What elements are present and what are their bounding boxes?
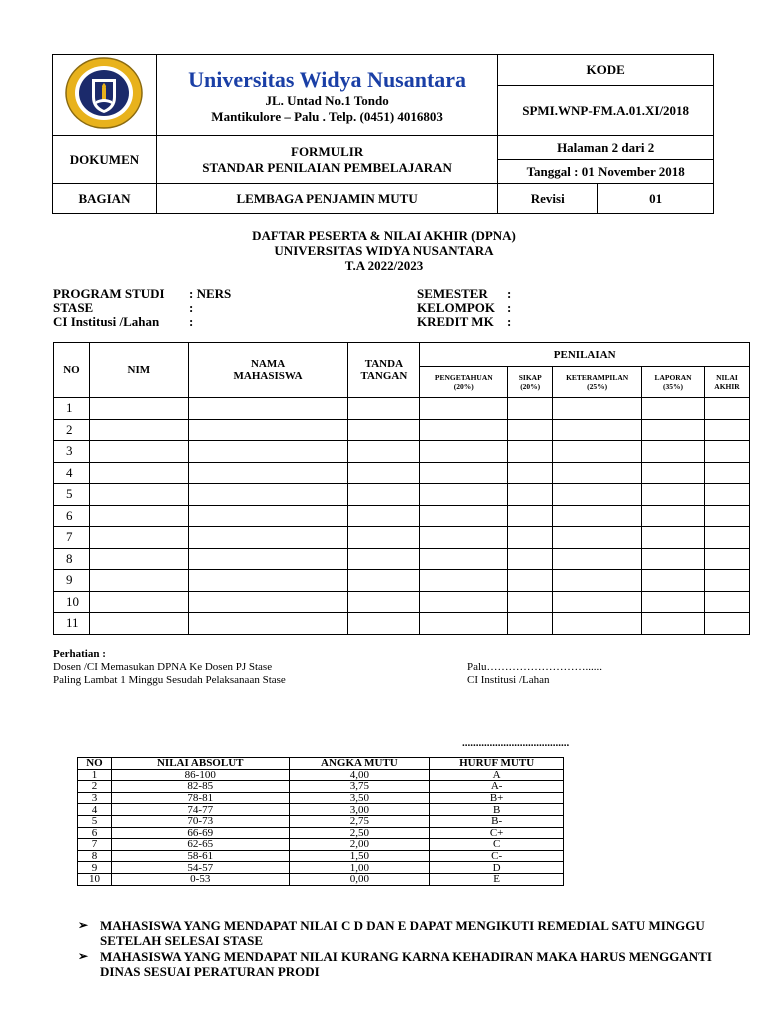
empty-cell: [704, 441, 749, 463]
grade-cell: 2,75: [289, 815, 430, 827]
kelompok-label: KELOMPOK: [417, 300, 495, 315]
empty-cell: [348, 527, 420, 549]
col-nim: NIM: [89, 343, 188, 398]
program-studi-label: PROGRAM STUDI: [53, 286, 165, 301]
col-nilai-line1: NILAI: [716, 373, 738, 382]
grade-cell: 2,50: [289, 827, 430, 839]
revisi-value: 01: [598, 184, 714, 214]
grade-row: [78, 804, 564, 816]
document-title: [0, 228, 768, 273]
empty-cell: [89, 570, 188, 592]
empty-cell: [704, 505, 749, 527]
empty-cell: [642, 484, 705, 506]
empty-cell: [89, 484, 188, 506]
empty-cell: [188, 441, 348, 463]
halaman-cell: Halaman 2 dari 2: [498, 136, 714, 160]
col-ttd-line2: TANGAN: [360, 370, 408, 382]
grade-cell: 1,50: [289, 850, 430, 862]
grade-table-body: [78, 758, 564, 886]
empty-cell: [704, 398, 749, 420]
empty-cell: [508, 527, 553, 549]
empty-cell: [188, 570, 348, 592]
table-row: [54, 548, 750, 570]
empty-cell: [553, 548, 642, 570]
row-number: 5: [54, 484, 90, 506]
empty-cell: [420, 484, 508, 506]
grade-header-cell: HURUF MUTU: [430, 758, 564, 770]
empty-cell: [704, 591, 749, 613]
university-address-line1: JL. Untad No.1 Tondo: [265, 93, 389, 108]
grade-cell: 3,50: [289, 792, 430, 804]
grade-row: [78, 850, 564, 862]
col-laporan-line1: LAPORAN: [654, 373, 692, 382]
row-number: 4: [54, 462, 90, 484]
grade-cell: 4: [78, 804, 112, 816]
program-studi-value: : NERS: [189, 286, 232, 301]
empty-cell: [188, 419, 348, 441]
grade-cell: 0,00: [289, 873, 430, 885]
grade-cell: 54-57: [111, 862, 289, 874]
empty-cell: [89, 441, 188, 463]
row-number: 9: [54, 570, 90, 592]
kredit-mk-value: :: [507, 314, 512, 329]
empty-cell: [420, 548, 508, 570]
empty-cell: [188, 527, 348, 549]
row-number: 7: [54, 527, 90, 549]
signature-block: [467, 661, 602, 687]
arrow-bullet-icon: ➢: [78, 949, 89, 963]
empty-cell: [89, 591, 188, 613]
empty-cell: [188, 462, 348, 484]
grade-cell: 3,00: [289, 804, 430, 816]
grade-cell: 1,00: [289, 862, 430, 874]
empty-cell: [89, 398, 188, 420]
empty-cell: [89, 419, 188, 441]
formulir-line2: STANDAR PENILAIAN PEMBELAJARAN: [202, 159, 452, 175]
empty-cell: [704, 419, 749, 441]
kelompok-value: :: [507, 300, 512, 315]
grade-cell: 1: [78, 769, 112, 781]
empty-cell: [420, 505, 508, 527]
row-number: 11: [54, 613, 90, 635]
empty-cell: [704, 613, 749, 635]
empty-cell: [348, 613, 420, 635]
col-keterampilan-line2: (25%): [587, 382, 608, 391]
empty-cell: [553, 570, 642, 592]
empty-cell: [553, 591, 642, 613]
semester-label: SEMESTER: [417, 286, 488, 301]
empty-cell: [642, 505, 705, 527]
grade-row: [78, 862, 564, 874]
grade-cell: 10: [78, 873, 112, 885]
empty-cell: [188, 484, 348, 506]
col-keterampilan-line1: KETERAMPILAN: [566, 373, 629, 382]
grade-cell: 2,00: [289, 839, 430, 851]
table-row: [54, 613, 750, 635]
empty-cell: [642, 441, 705, 463]
empty-cell: [553, 462, 642, 484]
empty-cell: [642, 591, 705, 613]
empty-cell: [553, 441, 642, 463]
grade-cell: 0-53: [111, 873, 289, 885]
empty-cell: [553, 527, 642, 549]
empty-cell: [420, 527, 508, 549]
empty-cell: [89, 613, 188, 635]
grade-table: [77, 757, 564, 886]
grade-cell: 3,75: [289, 781, 430, 793]
title-line3: T.A 2022/2023: [344, 258, 424, 273]
grade-cell: 66-69: [111, 827, 289, 839]
grade-header-cell: NO: [78, 758, 112, 770]
info-left-labels: [53, 287, 189, 329]
bullet-2: [78, 949, 718, 979]
info-right-labels: [417, 287, 507, 329]
row-number: 8: [54, 548, 90, 570]
empty-cell: [642, 462, 705, 484]
empty-cell: [508, 441, 553, 463]
table-row: [54, 462, 750, 484]
col-nama-line1: NAMA: [250, 358, 286, 370]
col-sikap-line1: SIKAP: [518, 373, 542, 382]
grade-row: [78, 769, 564, 781]
grade-cell: 70-73: [111, 815, 289, 827]
col-nilai-line2: AKHIR: [714, 382, 740, 391]
col-laporan: [642, 367, 705, 398]
empty-cell: [508, 462, 553, 484]
empty-cell: [704, 462, 749, 484]
tanggal-cell: Tanggal : 01 November 2018: [498, 160, 714, 184]
bagian-label: BAGIAN: [53, 184, 157, 214]
grade-cell: C+: [430, 827, 564, 839]
table-row: [54, 441, 750, 463]
grade-header-row: [78, 758, 564, 770]
table-row: [54, 591, 750, 613]
empty-cell: [508, 484, 553, 506]
empty-cell: [188, 398, 348, 420]
empty-cell: [642, 398, 705, 420]
empty-cell: [642, 613, 705, 635]
empty-cell: [348, 441, 420, 463]
grade-cell: D: [430, 862, 564, 874]
grade-cell: B: [430, 804, 564, 816]
grade-cell: 3: [78, 792, 112, 804]
empty-cell: [348, 462, 420, 484]
empty-cell: [348, 548, 420, 570]
title-line2: UNIVERSITAS WIDYA NUSANTARA: [274, 243, 494, 258]
empty-cell: [508, 613, 553, 635]
ci-institusi-value: :: [189, 314, 194, 329]
empty-cell: [642, 570, 705, 592]
empty-cell: [348, 591, 420, 613]
col-no: NO: [54, 343, 90, 398]
empty-cell: [508, 548, 553, 570]
kredit-mk-label: KREDIT MK: [417, 314, 494, 329]
table-row: [54, 527, 750, 549]
info-right-values: [507, 287, 511, 329]
empty-cell: [642, 527, 705, 549]
empty-cell: [420, 441, 508, 463]
grade-cell: 2: [78, 781, 112, 793]
empty-cell: [704, 570, 749, 592]
empty-cell: [508, 570, 553, 592]
col-sikap: [508, 367, 553, 398]
grade-row: [78, 873, 564, 885]
logo-cell: [53, 55, 157, 136]
grade-cell: 8: [78, 850, 112, 862]
grade-cell: 4,00: [289, 769, 430, 781]
empty-cell: [553, 484, 642, 506]
col-pengetahuan-line2: (20%): [453, 382, 474, 391]
empty-cell: [553, 419, 642, 441]
stase-label: STASE: [53, 300, 94, 315]
note-line2: Paling Lambat 1 Minggu Sesudah Pelaksanaan Stase: [53, 674, 286, 686]
university-info-cell: [156, 55, 497, 136]
grade-header-cell: ANGKA MUTU: [289, 758, 430, 770]
palu-date: Palu………………………......: [467, 661, 603, 673]
empty-cell: [508, 419, 553, 441]
row-number: 6: [54, 505, 90, 527]
grade-cell: 6: [78, 827, 112, 839]
col-nilai-akhir: [704, 367, 749, 398]
empty-cell: [348, 419, 420, 441]
table-row: [54, 419, 750, 441]
grade-cell: B-: [430, 815, 564, 827]
empty-cell: [642, 419, 705, 441]
col-nama-line2: MAHASISWA: [233, 370, 303, 382]
revisi-label: Revisi: [498, 184, 598, 214]
bullet-2-text: MAHASISWA YANG MENDAPAT NILAI KURANG KARNA KEHADIRAN MAKA HARUS MENGGANTI DINAS SESUAI PERATURAN PRODI: [100, 949, 712, 979]
empty-cell: [188, 591, 348, 613]
grade-cell: 9: [78, 862, 112, 874]
perhatian-label: Perhatian :: [53, 648, 106, 660]
grade-row: [78, 815, 564, 827]
grade-cell: 62-65: [111, 839, 289, 851]
empty-cell: [553, 505, 642, 527]
col-laporan-line2: (35%): [663, 382, 684, 391]
info-left: [53, 287, 231, 329]
kode-label: KODE: [498, 55, 714, 86]
empty-cell: [188, 548, 348, 570]
semester-value: :: [507, 286, 512, 301]
empty-cell: [420, 398, 508, 420]
empty-cell: [348, 398, 420, 420]
row-number: 2: [54, 419, 90, 441]
formulir-line1: FORMULIR: [291, 143, 364, 159]
grade-header-cell: NILAI ABSOLUT: [111, 758, 289, 770]
empty-cell: [553, 398, 642, 420]
note-line1: Dosen /CI Memasukan DPNA Ke Dosen PJ Stase: [53, 661, 273, 673]
notes-block: [53, 648, 286, 687]
dokumen-label: DOKUMEN: [53, 136, 157, 184]
dpna-table: [53, 342, 750, 635]
grade-cell: C-: [430, 850, 564, 862]
grade-cell: 5: [78, 815, 112, 827]
empty-cell: [420, 462, 508, 484]
signature-line: .......................................: [462, 737, 570, 749]
grade-cell: C: [430, 839, 564, 851]
university-name: Universitas Widya Nusantara: [188, 67, 467, 92]
col-keterampilan: [553, 367, 642, 398]
empty-cell: [420, 419, 508, 441]
grade-row: [78, 839, 564, 851]
empty-cell: [89, 527, 188, 549]
empty-cell: [89, 462, 188, 484]
col-pengetahuan-line1: PENGETAHUAN: [434, 373, 493, 382]
empty-cell: [89, 548, 188, 570]
grade-row: [78, 827, 564, 839]
row-number: 3: [54, 441, 90, 463]
col-pengetahuan: [420, 367, 508, 398]
table-row: [54, 505, 750, 527]
dpna-table-body: [54, 398, 750, 635]
university-address-line2: Mantikulore – Palu . Telp. (0451) 4016803: [211, 109, 443, 124]
empty-cell: [348, 505, 420, 527]
empty-cell: [508, 591, 553, 613]
kode-value: SPMI.WNP-FM.A.01.XI/2018: [498, 86, 714, 136]
university-seal-icon: [62, 55, 146, 131]
grade-cell: E: [430, 873, 564, 885]
empty-cell: [188, 613, 348, 635]
info-right: [417, 287, 511, 329]
grade-row: [78, 792, 564, 804]
empty-cell: [348, 570, 420, 592]
col-ttd-line1: TANDA: [364, 358, 404, 370]
bullet-1: [78, 918, 718, 948]
table-row: [54, 484, 750, 506]
arrow-bullet-icon: ➢: [78, 918, 89, 932]
empty-cell: [89, 505, 188, 527]
grade-cell: 82-85: [111, 781, 289, 793]
ci-institusi-signature-label: CI Institusi /Lahan: [467, 674, 550, 686]
empty-cell: [420, 570, 508, 592]
empty-cell: [704, 527, 749, 549]
table-row: [54, 570, 750, 592]
empty-cell: [642, 548, 705, 570]
grade-cell: A: [430, 769, 564, 781]
grade-cell: 74-77: [111, 804, 289, 816]
empty-cell: [508, 398, 553, 420]
grade-cell: A-: [430, 781, 564, 793]
grade-cell: 58-61: [111, 850, 289, 862]
empty-cell: [188, 505, 348, 527]
grade-cell: B+: [430, 792, 564, 804]
stase-value: :: [189, 300, 194, 315]
ci-institusi-label: CI Institusi /Lahan: [53, 314, 160, 329]
col-sikap-line2: (20%): [520, 382, 541, 391]
grade-cell: 86-100: [111, 769, 289, 781]
col-tanda-tangan: [348, 343, 420, 398]
table-row: [54, 398, 750, 420]
header-table: [52, 54, 714, 214]
title-line1: DAFTAR PESERTA & NILAI AKHIR (DPNA): [252, 228, 516, 243]
grade-cell: 78-81: [111, 792, 289, 804]
formulir-cell: [156, 136, 497, 184]
info-left-values: [189, 287, 231, 329]
bagian-value: LEMBAGA PENJAMIN MUTU: [156, 184, 497, 214]
empty-cell: [348, 484, 420, 506]
grade-cell: 7: [78, 839, 112, 851]
bullet-1-text: MAHASISWA YANG MENDAPAT NILAI C D DAN E DAPAT MENGIKUTI REMEDIAL SATU MINGGU SETELAH SELESAI STASE: [100, 918, 705, 948]
empty-cell: [420, 591, 508, 613]
empty-cell: [553, 613, 642, 635]
col-nama: [188, 343, 348, 398]
empty-cell: [508, 505, 553, 527]
grade-row: [78, 781, 564, 793]
empty-cell: [420, 613, 508, 635]
col-penilaian: PENILAIAN: [420, 343, 750, 367]
row-number: 1: [54, 398, 90, 420]
empty-cell: [704, 548, 749, 570]
row-number: 10: [54, 591, 90, 613]
empty-cell: [704, 484, 749, 506]
